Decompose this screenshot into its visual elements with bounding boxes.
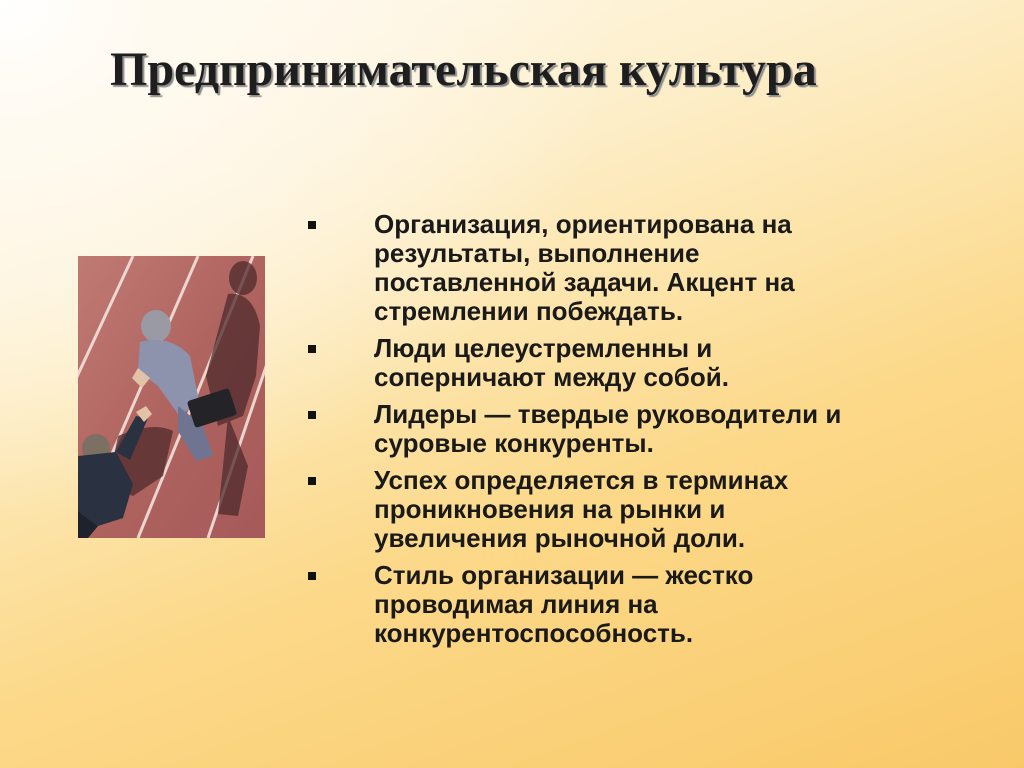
list-item (306, 466, 946, 553)
bullet-text: Успех определяется в терминах проникновения на рынки и увеличения рыночной доли. (374, 465, 789, 553)
square-bullet-icon (308, 572, 316, 580)
square-bullet-icon (308, 411, 316, 419)
list-item (306, 400, 946, 458)
square-bullet-icon (308, 221, 316, 229)
bullet-text: Люди целеустремленны и соперничают между собой. (374, 333, 729, 392)
bullet-text: Стиль организации — жестко проводимая линия на конкурентоспособность. (374, 560, 754, 648)
square-bullet-icon (308, 345, 316, 353)
list-item (306, 334, 946, 392)
square-bullet-icon (308, 477, 316, 485)
business-track-photo (78, 256, 265, 538)
bullet-text: Лидеры — твердые руководители и суровые конкуренты. (374, 399, 842, 458)
list-item (306, 561, 946, 648)
list-item (306, 210, 946, 326)
bullet-text: Организация, ориентирована на результаты, выполнение поставленной задачи. Акцент на стремлении побеждать. (374, 209, 795, 326)
slide-title: Предпринимательская культура (110, 43, 817, 96)
bullet-list (306, 210, 946, 656)
